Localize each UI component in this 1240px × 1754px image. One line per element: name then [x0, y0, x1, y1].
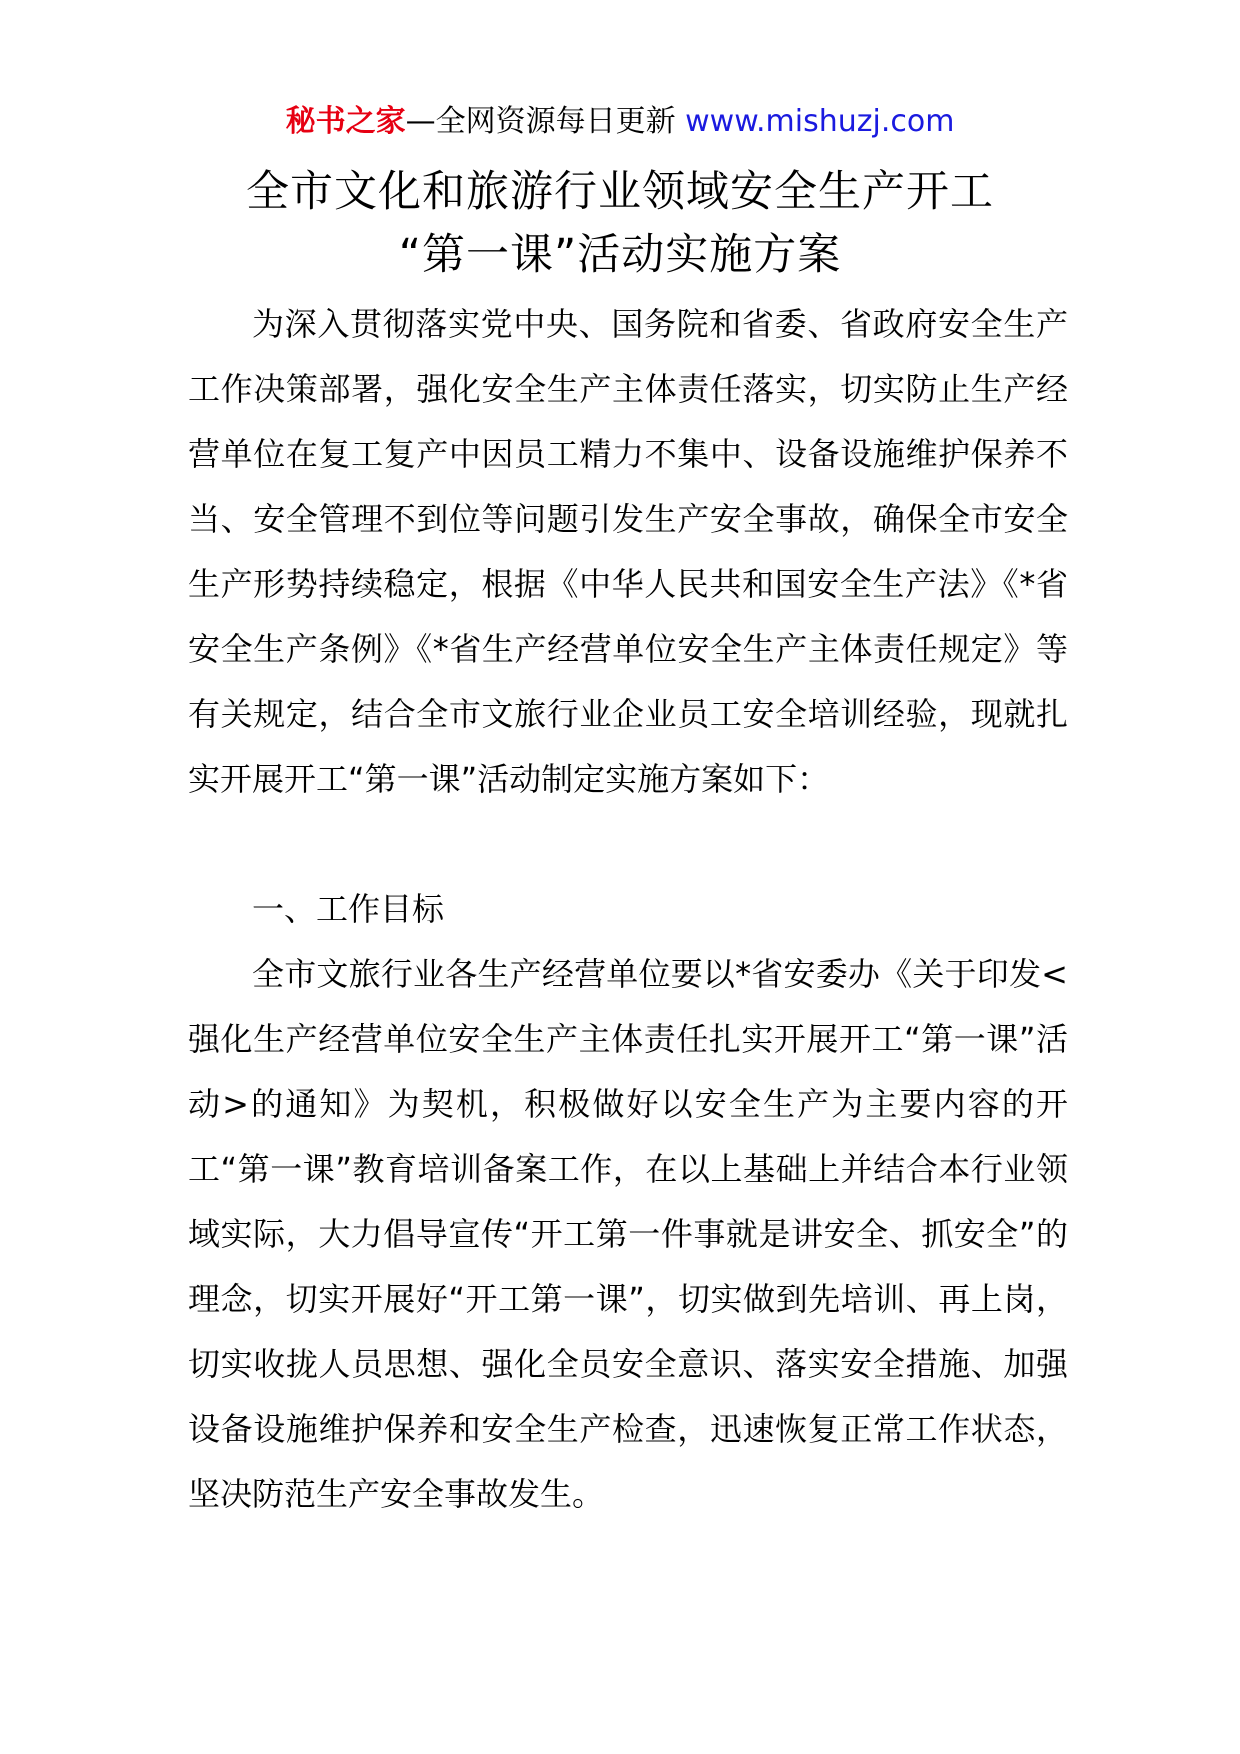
site-header: [0, 100, 1240, 144]
section-paragraph-block: [188, 942, 1068, 1527]
document-title-line-1: 全市文化和旅游行业领域安全生产开工: [246, 167, 994, 217]
header-tagline: —全网资源每日更新: [405, 104, 676, 139]
brand-name: 秘书之家: [285, 104, 406, 139]
section-paragraph: 全市文旅行业各生产经营单位要以*省安委办《关于印发<强化生产经营单位安全生产主体责任扎实开展开工“第一课”活动>的通知》为契机，积极做好以安全生产为主要内容的开工“第一课”教育培训备案工作，在以上基础上并结合本行业领域实际，大力倡导宣传“开工第一件事就是讲安全、抓安全”的理念，切实开展好“开工第一课”，切实做到先培训、再上岗，切实收拢人员思想、强化全员安全意识、落实安全措施、加强设备设施维护保养和安全生产检查，迅速恢复正常工作状态，坚决防范生产安全事故发生。: [188, 955, 1068, 1513]
intro-paragraph: 为深入贯彻落实党中央、国务院和省委、省政府安全生产工作决策部署，强化安全生产主体责任落实，切实防止生产经营单位在复工复产中因员工精力不集中、设备设施维护保养不当、安全管理不到位等问题引发生产安全事故，确保全市安全生产形势持续稳定，根据《中华人民共和国安全生产法》《*省安全生产条例》《*省生产经营单位安全生产主体责任规定》等有关规定，结合全市文旅行业企业员工安全培训经验，现就扎实开展开工“第一课”活动制定实施方案如下：: [188, 305, 1068, 798]
section-heading-block: [188, 877, 1068, 942]
document-title-line-2: “第一课”活动实施方案: [398, 230, 842, 280]
site-url-link[interactable]: www.mishuzj.com: [685, 104, 955, 139]
intro-paragraph-block: [188, 292, 1068, 812]
section-heading: 一、工作目标: [252, 890, 445, 928]
